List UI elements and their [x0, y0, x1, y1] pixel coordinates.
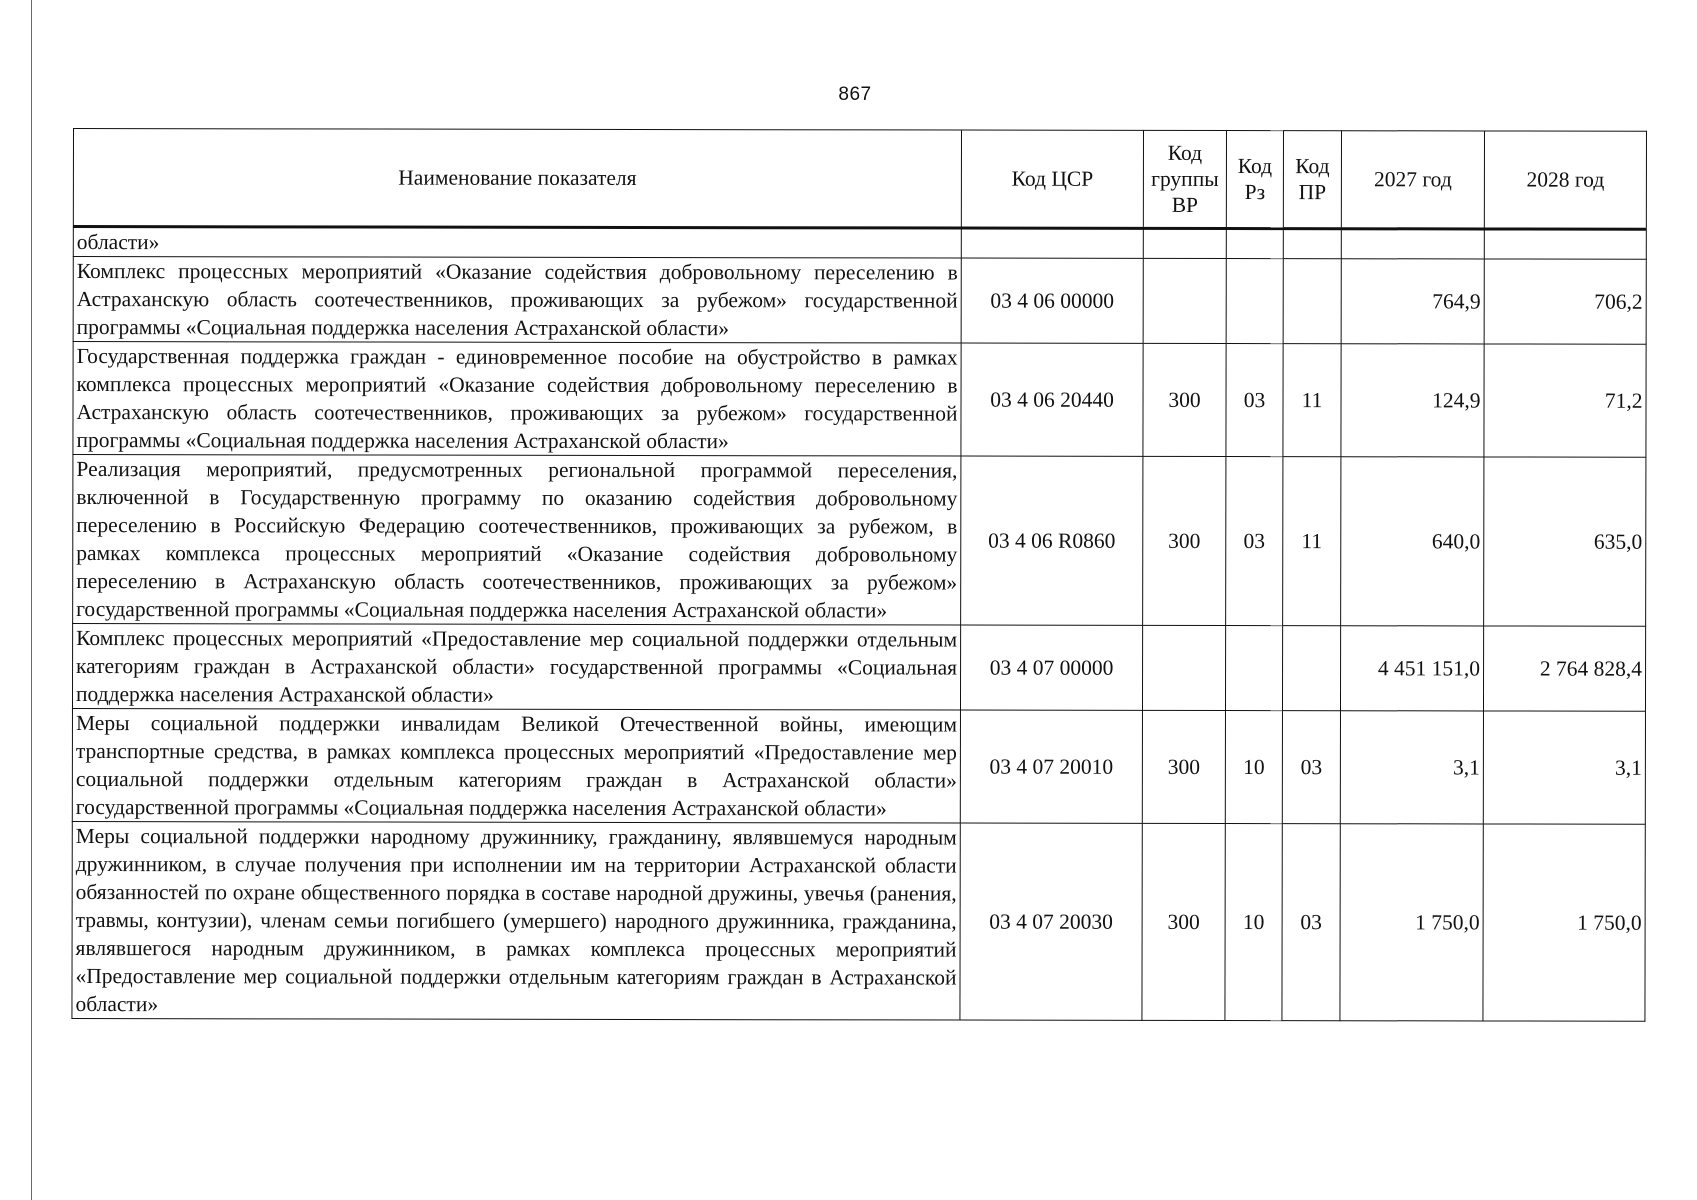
- row-2028: 706,2: [1484, 259, 1646, 344]
- row-rz: 10: [1225, 824, 1282, 1021]
- row-vr: 300: [1143, 343, 1226, 456]
- header-csr: Код ЦСР: [961, 130, 1143, 228]
- table-row: [73, 257, 1646, 345]
- table-row: [73, 455, 1646, 627]
- row-rz: 03: [1226, 457, 1283, 626]
- row-csr: 03 4 06 R0860: [961, 456, 1143, 625]
- row-pr: [1282, 626, 1340, 711]
- empty-cell: [1341, 229, 1484, 259]
- row-pr: 03: [1282, 711, 1340, 824]
- empty-cell: [961, 228, 1143, 258]
- row-pr: 11: [1283, 344, 1341, 457]
- row-2027: 3,1: [1340, 711, 1483, 824]
- row-vr: [1143, 258, 1226, 343]
- table-body: [72, 227, 1646, 1022]
- row-csr: 03 4 07 20030: [960, 823, 1142, 1020]
- empty-cell: [1226, 229, 1283, 259]
- table-row: [72, 624, 1645, 712]
- table-row: [72, 709, 1645, 825]
- page-edge-line: [31, 0, 32, 1200]
- continuation-row: [73, 227, 1646, 260]
- header-row: [73, 129, 1646, 230]
- row-csr: 03 4 07 00000: [960, 625, 1142, 710]
- row-name: Комплекс процессных мероприятий «Оказание содействия добровольному переселению в Астраханскую область соотечественников, проживающих за рубежом» государственной программы «Социальная поддержка населения Астраханской области»: [73, 257, 961, 344]
- row-2028: 1 750,0: [1483, 824, 1645, 1021]
- row-csr: 03 4 07 20010: [960, 710, 1142, 823]
- page-number: 867: [838, 84, 872, 105]
- row-rz: 03: [1226, 344, 1283, 457]
- table-row: [73, 342, 1646, 458]
- empty-cell: [1484, 229, 1646, 259]
- row-2028: 2 764 828,4: [1483, 626, 1645, 711]
- row-2027: 640,0: [1341, 457, 1484, 626]
- header-rz: Код Рз: [1226, 131, 1283, 229]
- row-name: Комплекс процессных мероприятий «Предоставление мер социальной поддержки отдельным категориям граждан в Астраханской области» государственной программы «Социальная поддержка населения Астраханской области»: [72, 624, 960, 711]
- row-vr: [1142, 625, 1225, 710]
- row-2027: 124,9: [1341, 344, 1484, 457]
- row-2028: 635,0: [1484, 457, 1646, 626]
- table-row: [72, 821, 1645, 1021]
- header-name: Наименование показателя: [73, 129, 961, 229]
- row-pr: 03: [1282, 824, 1340, 1021]
- row-pr: 11: [1283, 457, 1341, 626]
- continuation-text: области»: [73, 227, 961, 259]
- row-vr: 300: [1142, 710, 1225, 823]
- row-rz: 10: [1225, 711, 1282, 824]
- row-name: Реализация мероприятий, предусмотренных региональной программой переселения, включенной в Государственную программу по оказанию содействия добровольному переселению в Российскую Федерацию соотечественников, проживающих за рубежом, в рамках комплекса процессных мероприятий «Оказание содействия добровольному переселению в Астраханскую область соотечественников, проживающих за рубежом» государственной программы «Социальная поддержка населения Астраханской области»: [73, 455, 961, 626]
- row-2028: 3,1: [1483, 711, 1645, 824]
- header-pr: Код ПР: [1283, 131, 1341, 229]
- row-2027: 764,9: [1341, 259, 1484, 344]
- row-2027: 4 451 151,0: [1340, 626, 1483, 711]
- row-2028: 71,2: [1484, 344, 1646, 457]
- row-name: Меры социальной поддержки народному дружиннику, гражданину, являвшемуся народным дружинником, в случае получения при исполнении им на территории Астраханской области обязанностей по охране общественного порядка в составе народной дружины, увечья (ранения, травмы, контузии), членам семьи погибшего (умершего) народного дружинника, гражданина, являвшегося народным дружинником, в рамках комплекса процессных мероприятий «Предоставление мер социальной поддержки отдельным категориям граждан в Астраханской области»: [72, 821, 960, 1020]
- row-vr: 300: [1142, 823, 1225, 1020]
- header-vr: Код группы ВР: [1143, 130, 1226, 228]
- row-2027: 1 750,0: [1340, 824, 1483, 1021]
- empty-cell: [1283, 229, 1341, 259]
- row-name: Государственная поддержка граждан - единовременное пособие на обустройство в рамках комплекса процессных мероприятий «Оказание содействия добровольному переселению в Астраханскую область соотечественников, проживающих за рубежом» государственной программы «Социальная поддержка населения Астраханской области»: [73, 342, 961, 457]
- table-header: [73, 129, 1646, 230]
- row-vr: 300: [1143, 456, 1226, 625]
- header-2028: 2028 год: [1484, 131, 1646, 229]
- row-name: Меры социальной поддержки инвалидам Великой Отечественной войны, имеющим транспортные средства, в рамках комплекса процессных мероприятий «Предоставление мер социальной поддержки отдельным категориям граждан в Астраханской области» государственной программы «Социальная поддержка населения Астраханской области»: [72, 709, 960, 824]
- row-csr: 03 4 06 20440: [961, 343, 1143, 456]
- row-rz: [1225, 626, 1282, 711]
- header-2027: 2027 год: [1341, 131, 1484, 229]
- row-rz: [1226, 259, 1283, 344]
- row-csr: 03 4 06 00000: [961, 258, 1143, 343]
- budget-table: [71, 128, 1647, 1022]
- empty-cell: [1143, 228, 1226, 258]
- row-pr: [1283, 259, 1341, 344]
